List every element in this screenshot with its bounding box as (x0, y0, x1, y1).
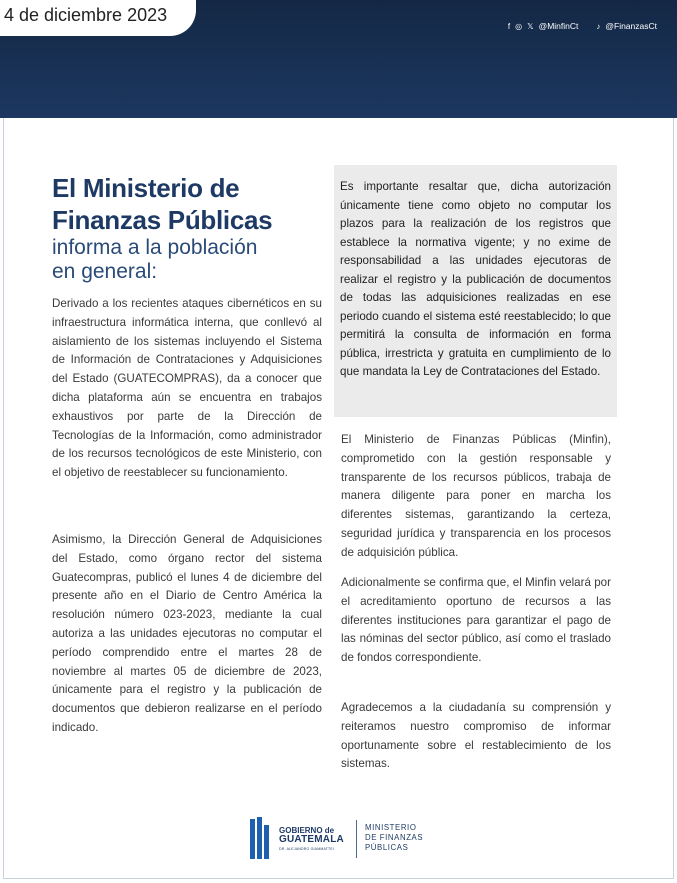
facebook-icon: f (507, 21, 511, 31)
paragraph-commitment: El Ministerio de Finanzas Públicas (Minfin), comprometido con la gestión responsable y transparente de los recursos públicos, trabaja de manera diligente para poner en marcha los diferentes sistemas, garantizando la certeza, seguridad jurídica y transparencia en los procesos de adquisición pública. (341, 433, 611, 559)
guatemala-label: GUATEMALA (279, 834, 344, 845)
subtitle-line-1: informa a la población (52, 236, 258, 259)
guatemala-emblem-icon (250, 817, 274, 859)
social-handles (508, 21, 657, 31)
ministerio-label: MINISTERIO (365, 823, 417, 832)
paragraph-resolution: Asimismo, la Dirección General de Adquisiciones del Estado, como órgano rector del sistema Guatecompras, publicó el lunes 4 de diciembre del presente año en el Diario de Centro América la resolución número 023-2023, mediante la cual autoriza a las unidades ejecutoras no computar el período comprendido entre el martes 28 de noviembre al martes 05 de diciembre de 2023, únicamente para el registro y la publicación de documentos que debieron realizarse en el período indicado. (52, 533, 322, 734)
social-handle-finanzas: @FinanzasCt (605, 21, 657, 31)
tiktok-icon: ♪ (596, 21, 601, 31)
footer-logo (250, 817, 430, 861)
highlight-paragraph: Es importante resaltar que, dicha autorización únicamente tiene como objeto no computar los plazos para la realización de los registros que establece la normativa vigente; y no exime de responsabilidad a las unidades ejecutoras de realizar el registro y la publicación de documentos de todas las adquisiciones realizadas en ese periodo cuando el sistema esté reestablecido; lo que permitirá la consulta de información en forma pública, irrestricta y gratuita en cumplimiento de lo que mandata la Ley de Contrataciones del Estado. (340, 180, 611, 378)
instagram-icon: ◎ (515, 21, 523, 31)
paragraph-payments: Adicionalmente se confirma que, el Minfin velará por el acreditamiento oportuno de recursos a las diferentes instituciones para garantizar el pago de las nóminas del sector público, así como el traslado de fondos correspondiente. (341, 576, 611, 665)
de-finanzas-label: DE FINANZAS (365, 833, 424, 842)
title-line-1: El Ministerio de (52, 173, 240, 203)
x-icon: 𝕏 (527, 21, 534, 31)
logo-divider (356, 820, 357, 858)
subtitle-line-2: en general: (52, 260, 158, 283)
publicas-label: PÚBLICAS (365, 843, 409, 852)
publication-date: 4 de diciembre 2023 (4, 5, 168, 25)
paragraph-thanks: Agradecemos a la ciudadanía su comprensión y reiteramos nuestro compromiso de informar oportunamente sobre el restablecimiento de los sistemas. (341, 701, 611, 771)
date-tab (0, 0, 196, 36)
title-line-2: Finanzas Públicas (52, 205, 273, 235)
social-handle-minfin: @MinfinCt (538, 21, 579, 31)
header-banner (0, 0, 677, 118)
president-label: DR. ALEJANDRO GIAMMATTEI (279, 847, 335, 851)
gobierno-label: GOBIERNO de (279, 826, 335, 835)
paragraph-cyberattack: Derivado a los recientes ataques cibernéticos en su infraestructura informática interna, que conllevó al aislamiento de los sistemas incluyendo el Sistema de Información de Contrataciones y Adquisiciones del Estado (GUATECOMPRAS), da a conocer que dicha plataforma aún se encuentra en trabajos exhaustivos por parte de la Dirección de Tecnologías de la Información, como administrador de los recursos tecnológicos de este Ministerio, con el objetivo de reestablecer su funcionamiento. (52, 297, 322, 480)
